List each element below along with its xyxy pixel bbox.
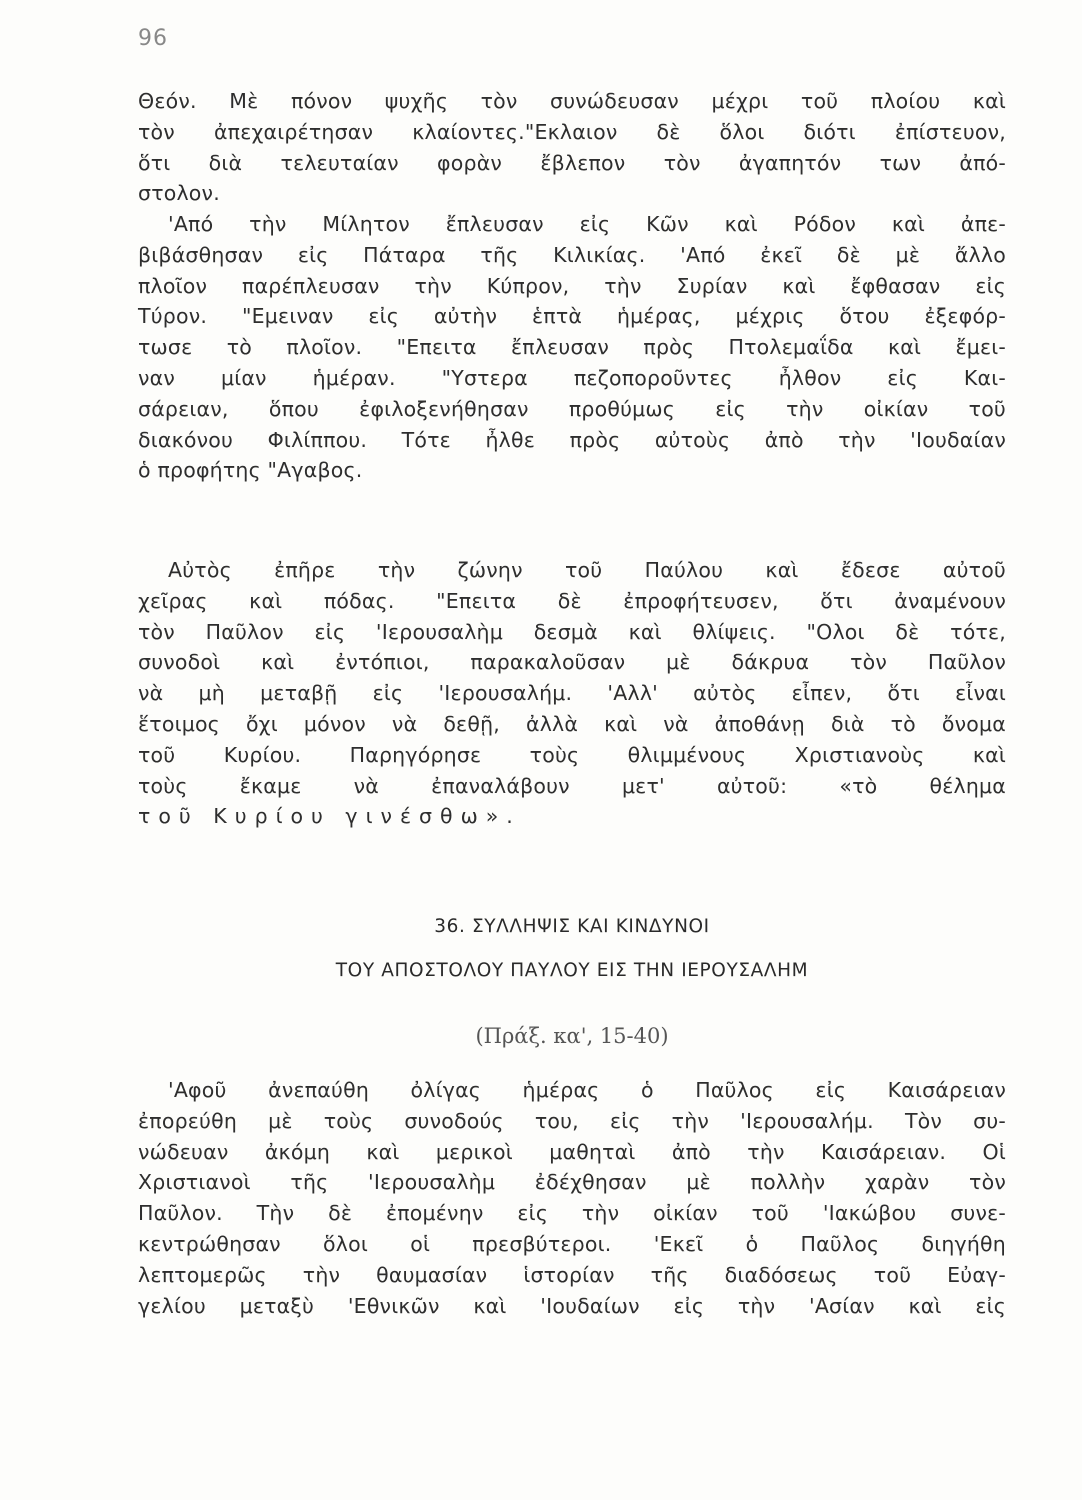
text-line: νὰ μὴ μεταβῇ εἰς 'Ιερουσαλήμ. 'Αλλ' αὐτὸς εἶπεν, ὅτι εἶναι — [138, 681, 1006, 706]
paragraph-4 — [138, 1075, 1006, 1321]
paragraph-2 — [138, 209, 1006, 486]
paragraph-3 — [138, 555, 1006, 832]
text-line: ναν μίαν ἡμέραν. "Υστερα πεζοποροῦντες ἦλθον εἰς Και- — [138, 365, 1006, 390]
text-line: ἕτοιμος ὄχι μόνον νὰ δεθῇ, ἀλλὰ καὶ νὰ ἀποθάνῃ διὰ τὸ ὄνομα — [138, 711, 1006, 736]
text-line: κεντρώθησαν ὅλοι οἱ πρεσβύτεροι. 'Εκεῖ ὁ Παῦλος διηγήθη — [138, 1231, 1006, 1256]
text-line: πλοῖον παρέπλευσαν τὴν Κύπρον, τὴν Συρίαν καὶ ἔφθασαν εἰς — [138, 273, 1006, 298]
text-line: 'Αφοῦ ἀνεπαύθη ὀλίγας ἡμέρας ὁ Παῦλος εἰς Καισάρειαν — [168, 1078, 1006, 1102]
text-line: ἐπορεύθη μὲ τοὺς συνοδούς του, εἰς τὴν 'Ιερουσαλήμ. Τὸν συ- — [138, 1108, 1006, 1133]
text-line: Θεόν. Μὲ πόνον ψυχῆς τὸν συνώδευσαν μέχρι τοῦ πλοίου καὶ — [138, 89, 1006, 113]
text-line: διακόνου Φιλίππου. Τότε ἦλθε πρὸς αὐτοὺς ἀπὸ τὴν 'Ιουδαίαν — [138, 427, 1006, 452]
text-line: τωσε τὸ πλοῖον. "Επειτα ἔπλευσαν πρὸς Πτολεμαΐδα καὶ ἔμει- — [138, 335, 1006, 360]
scripture-reference: (Πράξ. κα', 15-40) — [475, 1024, 669, 1048]
text-line: 'Από τὴν Μίλητον ἔπλευσαν εἰς Κῶν καὶ Ρόδον καὶ ἀπε- — [168, 212, 1006, 236]
page-number: 96 — [138, 26, 168, 51]
text-line: συνοδοὶ καὶ ἐντόπιοι, παρακαλοῦσαν μὲ δάκρυα τὸν Παῦλον — [138, 650, 1006, 675]
text-line: τοὺς ἔκαμε νὰ ἐπαναλάβουν μετ' αὐτοῦ: «τὸ θέλημα — [138, 773, 1006, 798]
text-line: λεπτομερῶς τὴν θαυμασίαν ἱστορίαν τῆς διαδόσεως τοῦ Εὐαγ- — [138, 1262, 1006, 1287]
text-line: βιβάσθησαν εἰς Πάταρα τῆς Κιλικίας. 'Από ἐκεῖ δὲ μὲ ἄλλο — [138, 242, 1006, 267]
text-line: τοῦ Κυρίου. Παρηγόρησε τοὺς θλιμμένους Χριστιανοὺς καὶ — [138, 742, 1006, 767]
text-line: τὸν ἀπεχαιρέτησαν κλαίοντες."Εκλαιον δὲ ὅλοι διότι ἐπίστευον, — [138, 119, 1006, 144]
text-line: στολον. — [138, 181, 220, 206]
text-line: Τύρον. "Εμειναν εἰς αὐτὴν ἑπτὰ ἡμέρας, μέχρις ὅτου ἐξεφόρ- — [138, 304, 1006, 329]
text-line: χεῖρας καὶ πόδας. "Επειτα δὲ ἐπροφήτευσεν, ὅτι ἀναμένουν — [138, 588, 1006, 613]
text-line: νώδευαν ἀκόμη καὶ μερικοὶ μαθηταὶ ἀπὸ τὴν Καισάρειαν. Οἱ — [138, 1139, 1006, 1164]
paragraph-1 — [138, 86, 1006, 209]
text-line: Αὐτὸς ἐπῆρε τὴν ζώνην τοῦ Παύλου καὶ ἔδεσε αὐτοῦ — [168, 558, 1006, 582]
text-line: γελίου μεταξὺ 'Εθνικῶν καὶ 'Ιουδαίων εἰς τὴν 'Ασίαν καὶ εἰς — [138, 1293, 1006, 1318]
text-line: τοῦ Κυρίου γινέσθω». — [138, 804, 521, 829]
text-line: τὸν Παῦλον εἰς 'Ιερουσαλὴμ δεσμὰ καὶ θλίψεις. "Ολοι δὲ τότε, — [138, 619, 1006, 644]
text-line: σάρειαν, ὅπου ἐφιλοξενήθησαν προθύμως εἰς τὴν οἰκίαν τοῦ — [138, 396, 1006, 421]
section-heading-line-2: ΤΟΥ ΑΠΟΣΤΟΛΟΥ ΠΑΥΛΟΥ ΕΙΣ ΤΗΝ ΙΕΡΟΥΣΑΛΗΜ — [335, 960, 809, 981]
text-line: ὅτι διὰ τελευταίαν φορὰν ἔβλεπον τὸν ἀγαπητόν των ἀπό- — [138, 150, 1006, 175]
text-line: ὁ προφήτης "Αγαβος. — [138, 458, 363, 483]
section-heading-line-1: 36. ΣΥΛΛΗΨΙΣ ΚΑΙ ΚΙΝΔΥΝΟΙ — [434, 916, 710, 937]
text-line: Παῦλον. Τὴν δὲ ἐπομένην εἰς τὴν οἰκίαν τοῦ 'Ιακώβου συνε- — [138, 1201, 1006, 1226]
text-line: Χριστιανοὶ τῆς 'Ιερουσαλὴμ ἐδέχθησαν μὲ πολλὴν χαρὰν τὸν — [138, 1170, 1006, 1195]
